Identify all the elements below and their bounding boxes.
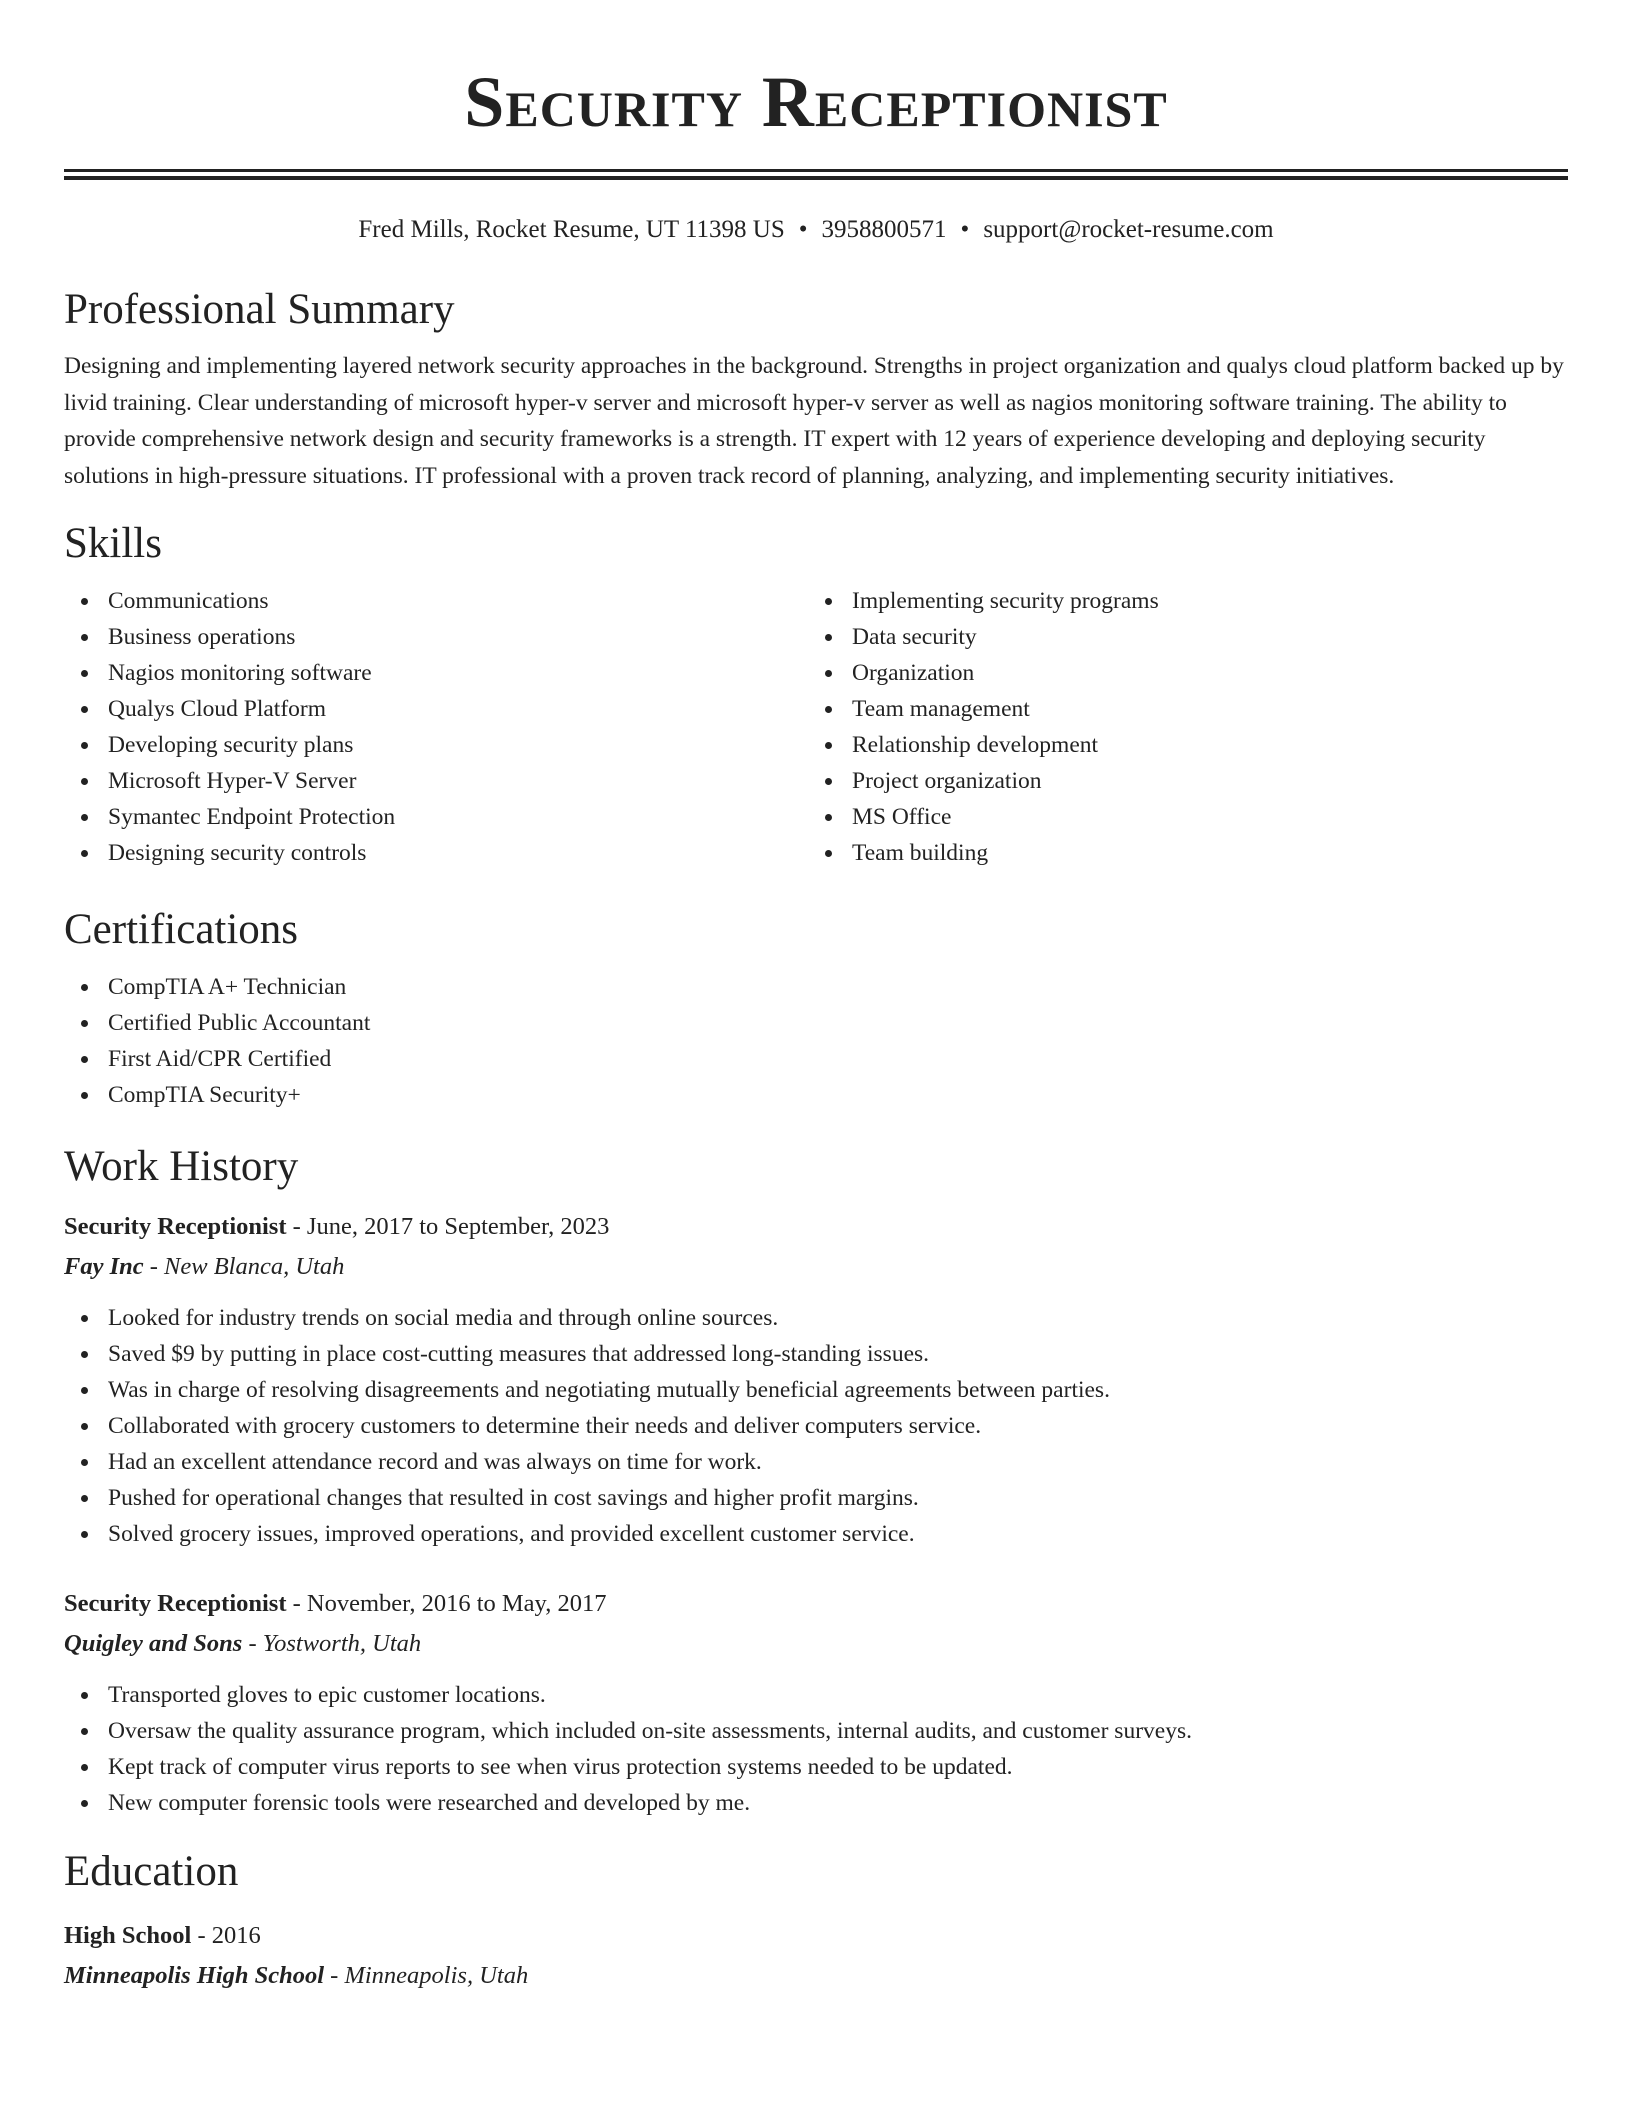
certification-item: First Aid/CPR Certified	[64, 1041, 1568, 1077]
skills-heading: Skills	[64, 520, 162, 567]
certifications-list	[64, 969, 1568, 1113]
contact-separator: •	[960, 216, 970, 243]
skill-item: Project organization	[808, 763, 1552, 799]
job-duties-list	[64, 1677, 1568, 1821]
company-name: Quigley and Sons	[64, 1630, 243, 1657]
skill-item: Organization	[808, 655, 1552, 691]
job-duty-item: Collaborated with grocery customers to determine their needs and deliver computers service.	[64, 1408, 1568, 1444]
skill-item: Team management	[808, 691, 1552, 727]
resume-title: Security Receptionist	[464, 62, 1168, 142]
contact-phone: 3958800571	[821, 216, 947, 243]
education-year: - 2016	[191, 1922, 261, 1949]
contact-address: Fred Mills, Rocket Resume, UT 11398 US	[358, 216, 785, 243]
company-line	[64, 1249, 1568, 1285]
job-duty-item: Had an excellent attendance record and was always on time for work.	[64, 1444, 1568, 1480]
skills-list-left	[64, 583, 808, 871]
skills-column-right	[808, 583, 1552, 871]
job-dates: - June, 2017 to September, 2023	[286, 1213, 610, 1240]
job-duty-item: Solved grocery issues, improved operations, and provided excellent customer service.	[64, 1516, 1568, 1552]
education-school: Minneapolis High School	[64, 1962, 325, 1989]
skill-item: Team building	[808, 835, 1552, 871]
job-title-line	[64, 1209, 1568, 1245]
certifications-heading: Certifications	[64, 906, 299, 953]
skill-item: Symantec Endpoint Protection	[64, 799, 808, 835]
job-title: Security Receptionist	[64, 1213, 287, 1240]
summary-heading: Professional Summary	[64, 286, 455, 333]
education-degree: High School	[64, 1922, 192, 1949]
skill-item: Business operations	[64, 619, 808, 655]
certification-item: CompTIA A+ Technician	[64, 969, 1568, 1005]
skill-item: MS Office	[808, 799, 1552, 835]
education-location: - Minneapolis, Utah	[324, 1962, 529, 1989]
education-heading: Education	[64, 1848, 239, 1895]
job-duty-item: Saved $9 by putting in place cost-cutting measures that addressed long-standing issues.	[64, 1336, 1568, 1372]
contact-line	[64, 213, 1568, 247]
title-double-rule	[64, 169, 1568, 180]
certification-item: Certified Public Accountant	[64, 1005, 1568, 1041]
company-location: - New Blanca, Utah	[143, 1253, 345, 1280]
job-entry	[64, 1586, 1568, 1821]
skills-column-left	[64, 583, 808, 871]
job-duty-item: Kept track of computer virus reports to see when virus protection systems needed to be updated.	[64, 1749, 1568, 1785]
job-entry	[64, 1209, 1568, 1552]
job-duty-item: Oversaw the quality assurance program, which included on-site assessments, internal audits, and customer surveys.	[64, 1713, 1568, 1749]
skill-item: Relationship development	[808, 727, 1552, 763]
skills-list-right	[808, 583, 1552, 871]
company-line	[64, 1626, 1568, 1662]
company-location: - Yostworth, Utah	[242, 1630, 422, 1657]
job-duties-list	[64, 1300, 1568, 1552]
contact-separator: •	[798, 216, 808, 243]
skill-item: Microsoft Hyper-V Server	[64, 763, 808, 799]
skill-item: Qualys Cloud Platform	[64, 691, 808, 727]
job-dates: - November, 2016 to May, 2017	[286, 1590, 607, 1617]
summary-text: Designing and implementing layered network security approaches in the background. Strengths in project organization and qualys cloud platform backed up by livid training. Clear understanding of microsoft hyper-v server and microsoft hyper-v server as well as nagios monitoring software training. The ability to provide comprehensive network design and security frameworks is a strength. IT expert with 12 years of experience developing and deploying security solutions in high-pressure situations. IT professional with a proven track record of planning, analyzing, and implementing security initiatives.	[64, 353, 1564, 489]
skill-item: Data security	[808, 619, 1552, 655]
contact-email[interactable]: support@rocket-resume.com	[983, 216, 1274, 243]
job-title-line	[64, 1586, 1568, 1622]
skills-columns	[64, 583, 1568, 871]
job-duty-item: Transported gloves to epic customer locations.	[64, 1677, 1568, 1713]
education-degree-line	[64, 1918, 1568, 1954]
skill-item: Communications	[64, 583, 808, 619]
job-duty-item: New computer forensic tools were researched and developed by me.	[64, 1785, 1568, 1821]
skill-item: Nagios monitoring software	[64, 655, 808, 691]
certification-item: CompTIA Security+	[64, 1077, 1568, 1113]
education-school-line	[64, 1958, 1568, 1994]
skill-item: Developing security plans	[64, 727, 808, 763]
work-history-heading: Work History	[64, 1143, 299, 1190]
job-title: Security Receptionist	[64, 1590, 287, 1617]
skill-item: Implementing security programs	[808, 583, 1552, 619]
job-duty-item: Pushed for operational changes that resulted in cost savings and higher profit margins.	[64, 1480, 1568, 1516]
job-duty-item: Was in charge of resolving disagreements and negotiating mutually beneficial agreements between parties.	[64, 1372, 1568, 1408]
company-name: Fay Inc	[64, 1253, 144, 1280]
job-duty-item: Looked for industry trends on social media and through online sources.	[64, 1300, 1568, 1336]
skill-item: Designing security controls	[64, 835, 808, 871]
